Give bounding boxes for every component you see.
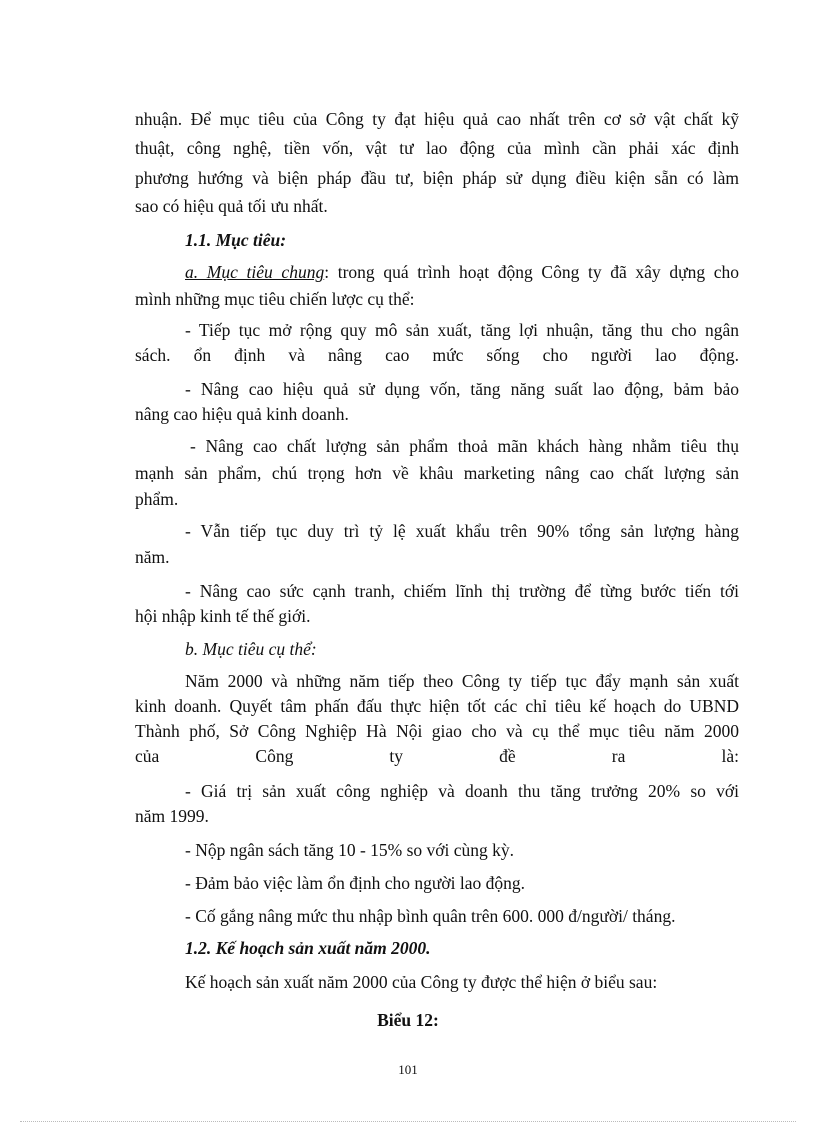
bullet2-line1: - Nâng cao hiệu quả sử dụng vốn, tăng năng suất lao động, bảm bảo [185,379,739,399]
bullet1-line1: - Tiếp tục mở rộng quy mô sản xuất, tăng lợi nhuận, tăng thu cho ngân [185,320,739,340]
page-number: 101 [398,1062,418,1077]
page-bottom-divider [20,1121,796,1122]
para1-line2: thuật, công nghệ, tiền vốn, vật tư lao động của mình cần phải xác định [135,138,739,158]
plan-intro: Kế hoạch sản xuất năm 2000 của Công ty được thể hiện ở biểu sau: [185,972,658,992]
bullet5-line1: - Nâng cao sức cạnh tranh, chiếm lĩnh thị trường để từng bước tiến tới [185,581,739,601]
section-heading-1-1: 1.1. Mục tiêu: [185,230,287,250]
para1-line1: nhuận. Để mục tiêu của Công ty đạt hiệu quả cao nhất trên cơ sở vật chất kỹ [135,109,739,129]
bullet1-line2: sách. ổn định và nâng cao mức sống cho người lao động. [135,345,739,365]
target3: - Đảm bảo việc làm ổn định cho người lao động. [185,873,525,893]
bullet3-line2: mạnh sản phẩm, chú trọng hơn về khâu marketing nâng cao chất lượng sản [135,463,739,483]
goal-general-text: : trong quá trình hoạt động Công ty đã xây dựng cho [324,262,739,282]
goal-general-line1 [185,261,739,283]
goal-general-label: a. Mục tiêu chung [185,262,325,282]
bullet3-line3: phẩm. [135,489,179,509]
goal-specific-heading: b. Mục tiêu cụ thể: [185,639,317,659]
para1-line3: phương hướng và biện pháp đầu tư, biện pháp sử dụng điều kiện sẵn có làm [135,168,739,188]
bullet2-line2: nâng cao hiệu quả kinh doanh. [135,404,349,424]
goal-general-line2: mình những mục tiêu chiến lược cụ thể: [135,289,415,309]
target4: - Cố gắng nâng mức thu nhập bình quân trên 600. 000 đ/người/ tháng. [185,906,676,926]
target1-line2: năm 1999. [135,806,209,826]
target2: - Nộp ngân sách tăng 10 - 15% so với cùng kỳ. [185,840,515,860]
table-title: Biểu 12: [377,1010,439,1030]
target1-line1: - Giá trị sản xuất công nghiệp và doanh thu tăng trưởng 20% so với [185,781,739,801]
para2-line3: Thành phố, Sở Công Nghiệp Hà Nội giao cho và cụ thể mục tiêu năm 2000 [135,721,739,741]
section-heading-1-2: 1.2. Kế hoạch sản xuất năm 2000. [185,938,431,958]
bullet4-line1: - Vẫn tiếp tục duy trì tỷ lệ xuất khẩu trên 90% tổng sản lượng hàng [185,521,739,541]
para1-line4: sao có hiệu quả tối ưu nhất. [135,196,328,216]
para2-line2: kinh doanh. Quyết tâm phấn đấu thực hiện tốt các chỉ tiêu kế hoạch do UBND [135,696,739,716]
bullet4-line2: năm. [135,547,170,567]
bullet5-line2: hội nhập kinh tế thế giới. [135,606,311,626]
bullet3-line1: - Nâng cao chất lượng sản phẩm thoả mãn khách hàng nhằm tiêu thụ [190,436,739,456]
para2-line1: Năm 2000 và những năm tiếp theo Công ty tiếp tục đẩy mạnh sản xuất [185,671,739,691]
para2-line4: của Công ty đề ra là: [135,746,739,766]
